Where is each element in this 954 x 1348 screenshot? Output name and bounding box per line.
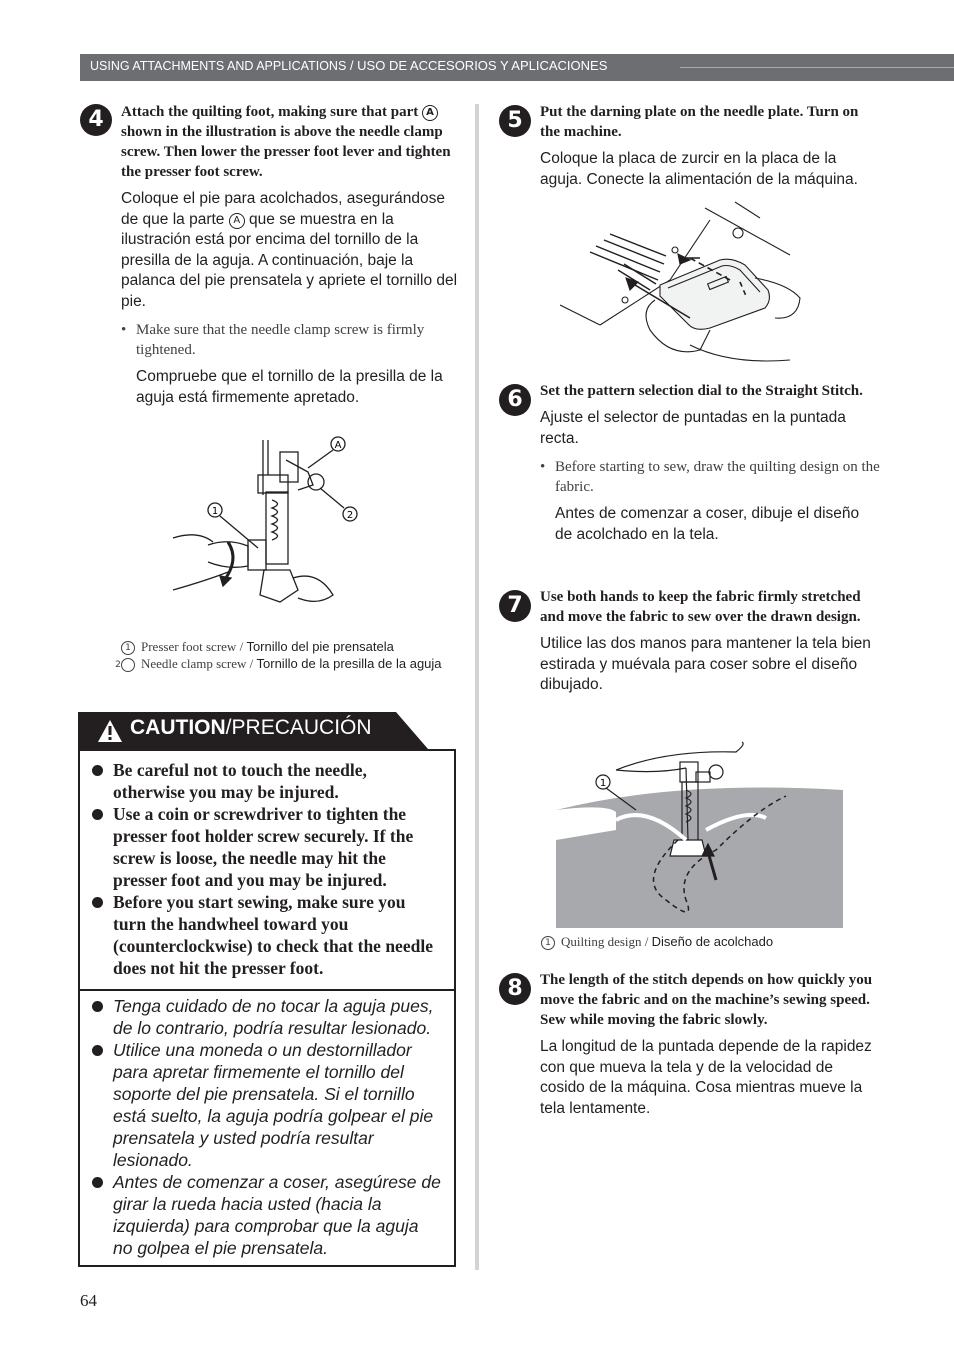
- bullet-dot: [92, 765, 103, 776]
- step-8-spanish: La longitud de la puntada depende de la rapidez con que mueva la tela y de la velocidad de cosido de la máquina. Cosa mientras mueve la tela lentamente.: [540, 1038, 872, 1117]
- caption-english: Needle clamp screw: [141, 656, 247, 671]
- step-4-note-spanish: Compruebe que el tornillo de la presilla de la aguja está firmemente apretado.: [136, 368, 443, 406]
- caption-separator: /: [236, 639, 247, 654]
- step-number-badge: 5: [499, 105, 531, 137]
- step-number-badge: 6: [499, 384, 531, 416]
- step-4-spanish-part1: Coloque el pie para acolchados, asegurándose de que la parte: [121, 190, 446, 228]
- caution-separator-line: [80, 989, 454, 991]
- caption-quilting-design: [541, 933, 881, 950]
- part-a-marker-es: A: [229, 213, 245, 229]
- figure-label-1: 1: [211, 506, 219, 517]
- bullet-dot: [92, 1045, 103, 1056]
- figure-label-2: 2: [346, 510, 354, 521]
- caution-item-en-3: [92, 891, 442, 979]
- caution-title: [130, 716, 372, 740]
- caption-english: Quilting design: [561, 934, 642, 949]
- step-7-english: Use both hands to keep the fabric firmly stretched and move the fabric to sew over the drawn design.: [540, 589, 861, 625]
- step-6-note-english: Before starting to sew, draw the quilting design on the fabric.: [555, 459, 880, 495]
- bullet-dot: [92, 809, 103, 820]
- step-4-spanish: [121, 189, 461, 312]
- page-number: 64: [80, 1291, 97, 1310]
- caution-text: Utilice una moneda o un destornillador para apretar firmemente el tornillo del soporte del pie prensatela. Si el tornillo está suelto, la aguja podría golpear el pie prensatela y usted podría resultar lesionado.: [113, 1040, 434, 1170]
- step-4-note: [121, 320, 461, 408]
- header-title: [90, 58, 607, 73]
- step-number-badge: 7: [499, 590, 531, 622]
- caution-box: [78, 749, 456, 1267]
- note-bullet: •: [540, 459, 546, 475]
- caution-item-en-2: [92, 803, 442, 891]
- caution-text: Before you start sewing, make sure you turn the handwheel toward you (counterclockwise) to check that the needle does not hit the presser foot.: [113, 892, 433, 978]
- caution-title-separator: /: [225, 716, 232, 739]
- step-8-english: The length of the stitch depends on how quickly you move the fabric and on the machine’s sewing speed. Sew while moving the fabric slowly.: [540, 972, 873, 1028]
- step-4-english-part1: Attach the quilting foot, making sure that part: [121, 104, 419, 120]
- step-4-english-part2: shown in the illustration is above the needle clamp screw. Then lower the presser foot lever and tighten the presser foot screw.: [121, 124, 451, 180]
- note-bullet: •: [121, 322, 127, 338]
- step-4-note-english: Make sure that the needle clamp screw is firmly tightened.: [136, 322, 425, 358]
- bullet-dot: [92, 1001, 103, 1012]
- caution-item-en-1: [92, 759, 442, 803]
- darning-plate-illustration: [560, 200, 810, 365]
- header-rule: [680, 67, 954, 68]
- caution-title-spanish: PRECAUCIÓN: [231, 716, 372, 739]
- caption-presser-foot-screw: [121, 638, 461, 655]
- quilting-foot-illustration: [168, 430, 368, 630]
- step-number-badge: 4: [80, 104, 112, 136]
- caption-number: 1: [121, 641, 135, 655]
- caution-item-es-3: [92, 1171, 442, 1259]
- column-divider: [475, 104, 479, 1270]
- caution-text: Tenga cuidado de no tocar la aguja pues, de lo contrario, podría resultar lesionado.: [113, 996, 434, 1038]
- step-number-badge: 8: [499, 973, 531, 1005]
- caption-spanish: Diseño de acolchado: [651, 934, 774, 949]
- caption-spanish: Tornillo del pie prensatela: [246, 639, 394, 654]
- figure-label-a: A: [334, 440, 342, 451]
- step-6-english: Set the pattern selection dial to the Straight Stitch.: [540, 383, 863, 399]
- bullet-dot: [92, 1177, 103, 1188]
- step-5-spanish: Coloque la placa de zurcir en la placa de la aguja. Conecte la alimentación de la máquina.: [540, 150, 858, 188]
- figure-label-1: 1: [599, 778, 607, 789]
- header-title-english: USING ATTACHMENTS AND APPLICATIONS: [90, 59, 347, 73]
- caution-text: Be careful not to touch the needle, otherwise you may be injured.: [113, 760, 367, 802]
- header-separator: /: [349, 58, 354, 73]
- caption-needle-clamp-screw: [115, 655, 461, 672]
- bullet-dot: [92, 897, 103, 908]
- step-6-note-spanish: Antes de comenzar a coser, dibuje el diseño de acolchado en la tela.: [555, 505, 860, 543]
- caution-title-english: CAUTION: [130, 716, 226, 739]
- step-4-captions: [115, 638, 461, 672]
- caption-number: 1: [541, 936, 555, 950]
- caption-separator: /: [246, 656, 257, 671]
- step-5-english: Put the darning plate on the needle plate. Turn on the machine.: [540, 104, 859, 140]
- step-6-spanish: Ajuste el selector de puntadas en la puntada recta.: [540, 409, 846, 447]
- step-4-english: [121, 102, 461, 182]
- caution-item-es-1: [92, 995, 442, 1039]
- caption-number: 2: [121, 658, 135, 672]
- quilting-illustration: [556, 740, 843, 928]
- page-header-bar: [80, 54, 954, 81]
- caution-item-es-2: [92, 1039, 442, 1171]
- header-title-spanish: USO DE ACCESORIOS Y APLICACIONES: [357, 58, 608, 73]
- caution-text: Use a coin or screwdriver to tighten the presser foot holder screw securely. If the screw is loose, the needle may hit the presser foot and you may be injured.: [113, 804, 414, 890]
- caption-separator: /: [641, 934, 652, 949]
- caption-english: Presser foot screw: [141, 639, 237, 654]
- step-4-spanish-part2: que se muestra en la ilustración está por encima del tornillo de la presilla de la aguja. A continuación, baje la palanca del pie prensatela y apriete el tornillo del pie.: [121, 210, 458, 310]
- part-a-marker: A: [422, 105, 438, 121]
- caution-text: Antes de comenzar a coser, asegúrese de girar la rueda hacia usted (hacia la izquierda) para comprobar que la aguja no golpea el pie prensatela.: [113, 1172, 441, 1258]
- step-7-spanish: Utilice las dos manos para mantener la tela bien estirada y muévala para coser sobre el diseño dibujado.: [540, 635, 871, 693]
- caption-spanish: Tornillo de la presilla de la aguja: [256, 656, 442, 671]
- step-6-note: [540, 457, 880, 545]
